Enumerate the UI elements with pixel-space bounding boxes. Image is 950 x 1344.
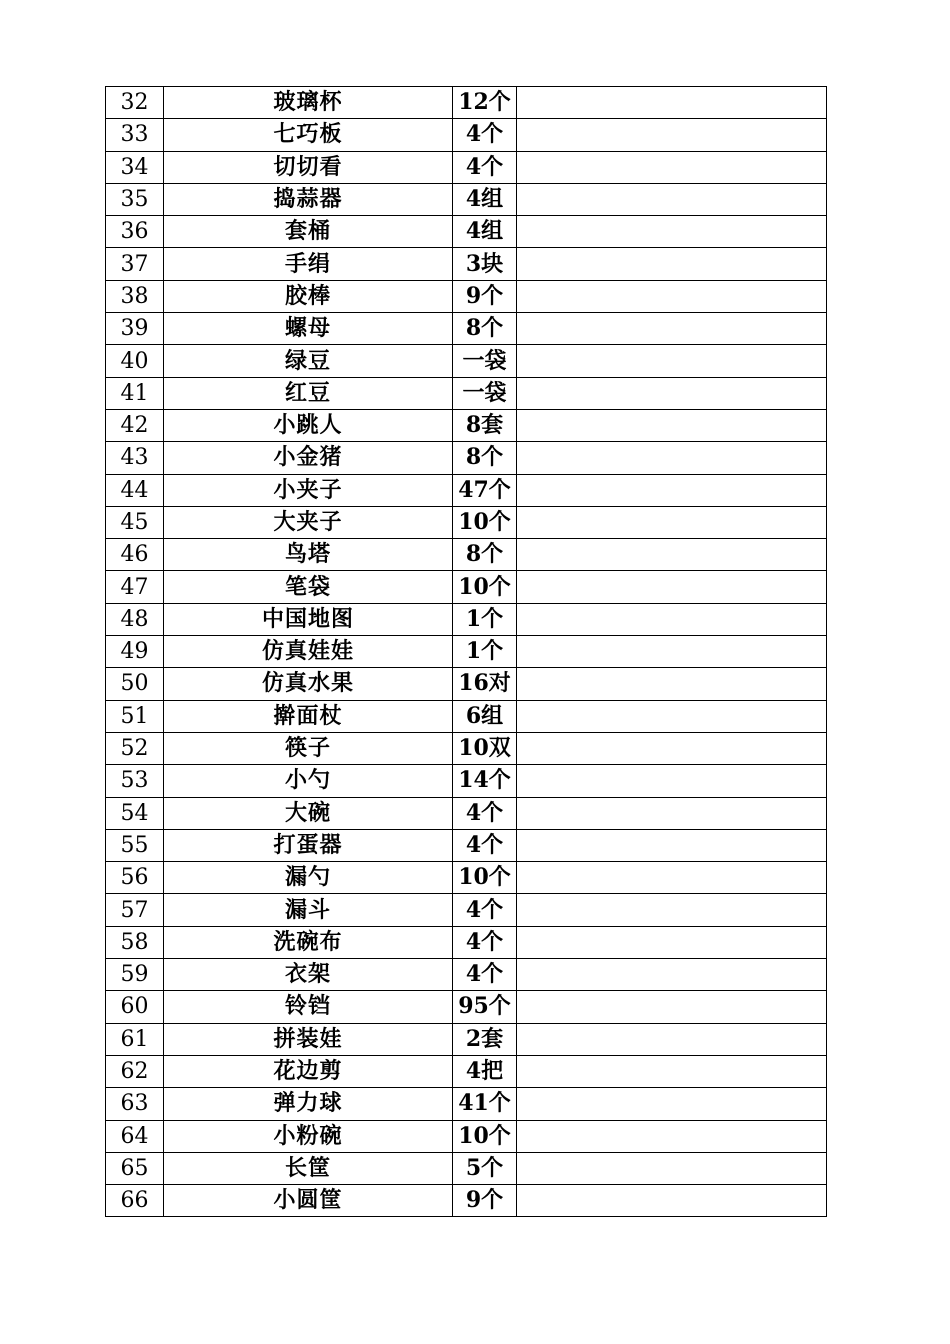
item-number-cell: 34 xyxy=(106,151,164,183)
item-quantity-cell: 10个 xyxy=(453,1120,517,1152)
item-note-cell xyxy=(517,409,827,441)
item-name-cell: 弹力球 xyxy=(164,1088,453,1120)
item-number-cell: 58 xyxy=(106,926,164,958)
table-row xyxy=(106,829,827,861)
item-number-cell: 33 xyxy=(106,119,164,151)
item-number-cell: 49 xyxy=(106,636,164,668)
item-quantity-cell: 8个 xyxy=(453,313,517,345)
item-note-cell xyxy=(517,765,827,797)
item-name-cell: 切切看 xyxy=(164,151,453,183)
item-number-cell: 43 xyxy=(106,442,164,474)
item-number-cell: 48 xyxy=(106,603,164,635)
item-name-cell: 打蛋器 xyxy=(164,829,453,861)
item-number-cell: 59 xyxy=(106,959,164,991)
table-row xyxy=(106,377,827,409)
table-row xyxy=(106,1023,827,1055)
item-quantity-cell: 47个 xyxy=(453,474,517,506)
item-note-cell xyxy=(517,894,827,926)
item-quantity-cell: 10个 xyxy=(453,506,517,538)
item-quantity-cell: 10个 xyxy=(453,571,517,603)
table-row xyxy=(106,1055,827,1087)
table-row xyxy=(106,894,827,926)
item-note-cell xyxy=(517,442,827,474)
item-number-cell: 32 xyxy=(106,87,164,119)
item-number-cell: 44 xyxy=(106,474,164,506)
table-row xyxy=(106,280,827,312)
item-number-cell: 63 xyxy=(106,1088,164,1120)
item-quantity-cell: 5个 xyxy=(453,1152,517,1184)
item-name-cell: 仿真娃娃 xyxy=(164,636,453,668)
item-number-cell: 52 xyxy=(106,732,164,764)
item-number-cell: 47 xyxy=(106,571,164,603)
item-number-cell: 51 xyxy=(106,700,164,732)
item-quantity-cell: 4个 xyxy=(453,894,517,926)
inventory-table-body xyxy=(106,87,827,1217)
item-name-cell: 长筐 xyxy=(164,1152,453,1184)
item-note-cell xyxy=(517,539,827,571)
item-name-cell: 玻璃杯 xyxy=(164,87,453,119)
item-note-cell xyxy=(517,1023,827,1055)
item-name-cell: 小跳人 xyxy=(164,409,453,441)
item-note-cell xyxy=(517,377,827,409)
item-name-cell: 小勺 xyxy=(164,765,453,797)
item-name-cell: 捣蒜器 xyxy=(164,183,453,215)
item-name-cell: 筷子 xyxy=(164,732,453,764)
item-number-cell: 62 xyxy=(106,1055,164,1087)
item-note-cell xyxy=(517,991,827,1023)
table-row xyxy=(106,636,827,668)
table-row xyxy=(106,442,827,474)
item-note-cell xyxy=(517,216,827,248)
table-row xyxy=(106,797,827,829)
item-note-cell xyxy=(517,732,827,764)
item-number-cell: 39 xyxy=(106,313,164,345)
item-quantity-cell: 4个 xyxy=(453,926,517,958)
table-row xyxy=(106,119,827,151)
table-row xyxy=(106,700,827,732)
item-note-cell xyxy=(517,1152,827,1184)
item-note-cell xyxy=(517,1185,827,1217)
item-name-cell: 漏勺 xyxy=(164,862,453,894)
item-quantity-cell: 6组 xyxy=(453,700,517,732)
item-name-cell: 鸟塔 xyxy=(164,539,453,571)
item-quantity-cell: 12个 xyxy=(453,87,517,119)
item-note-cell xyxy=(517,1120,827,1152)
table-row xyxy=(106,991,827,1023)
item-quantity-cell: 9个 xyxy=(453,1185,517,1217)
item-note-cell xyxy=(517,248,827,280)
item-quantity-cell: 14个 xyxy=(453,765,517,797)
item-quantity-cell: 9个 xyxy=(453,280,517,312)
item-number-cell: 61 xyxy=(106,1023,164,1055)
table-row xyxy=(106,926,827,958)
item-note-cell xyxy=(517,571,827,603)
item-quantity-cell: 4组 xyxy=(453,216,517,248)
item-quantity-cell: 4个 xyxy=(453,119,517,151)
item-note-cell xyxy=(517,474,827,506)
item-name-cell: 绿豆 xyxy=(164,345,453,377)
table-row xyxy=(106,216,827,248)
table-row xyxy=(106,1120,827,1152)
item-note-cell xyxy=(517,959,827,991)
item-name-cell: 小圆筐 xyxy=(164,1185,453,1217)
item-number-cell: 64 xyxy=(106,1120,164,1152)
table-row xyxy=(106,409,827,441)
item-quantity-cell: 一袋 xyxy=(453,377,517,409)
item-note-cell xyxy=(517,87,827,119)
item-name-cell: 红豆 xyxy=(164,377,453,409)
item-note-cell xyxy=(517,345,827,377)
table-row xyxy=(106,959,827,991)
item-name-cell: 螺母 xyxy=(164,313,453,345)
item-name-cell: 小夹子 xyxy=(164,474,453,506)
item-name-cell: 拼装娃 xyxy=(164,1023,453,1055)
table-row xyxy=(106,571,827,603)
item-note-cell xyxy=(517,119,827,151)
item-name-cell: 手绢 xyxy=(164,248,453,280)
item-number-cell: 56 xyxy=(106,862,164,894)
table-row xyxy=(106,862,827,894)
item-name-cell: 大夹子 xyxy=(164,506,453,538)
item-quantity-cell: 4个 xyxy=(453,959,517,991)
item-quantity-cell: 2套 xyxy=(453,1023,517,1055)
item-note-cell xyxy=(517,862,827,894)
item-name-cell: 花边剪 xyxy=(164,1055,453,1087)
item-quantity-cell: 41个 xyxy=(453,1088,517,1120)
item-quantity-cell: 16对 xyxy=(453,668,517,700)
item-note-cell xyxy=(517,797,827,829)
item-note-cell xyxy=(517,1088,827,1120)
item-note-cell xyxy=(517,313,827,345)
item-name-cell: 套桶 xyxy=(164,216,453,248)
item-note-cell xyxy=(517,926,827,958)
item-number-cell: 40 xyxy=(106,345,164,377)
table-row xyxy=(106,1185,827,1217)
item-name-cell: 漏斗 xyxy=(164,894,453,926)
item-quantity-cell: 95个 xyxy=(453,991,517,1023)
item-number-cell: 54 xyxy=(106,797,164,829)
item-number-cell: 55 xyxy=(106,829,164,861)
table-row xyxy=(106,506,827,538)
item-name-cell: 大碗 xyxy=(164,797,453,829)
item-number-cell: 42 xyxy=(106,409,164,441)
item-number-cell: 50 xyxy=(106,668,164,700)
item-quantity-cell: 4把 xyxy=(453,1055,517,1087)
item-name-cell: 胶棒 xyxy=(164,280,453,312)
table-row xyxy=(106,765,827,797)
item-number-cell: 66 xyxy=(106,1185,164,1217)
item-quantity-cell: 4个 xyxy=(453,797,517,829)
item-number-cell: 38 xyxy=(106,280,164,312)
item-quantity-cell: 10双 xyxy=(453,732,517,764)
item-name-cell: 笔袋 xyxy=(164,571,453,603)
item-note-cell xyxy=(517,603,827,635)
item-quantity-cell: 1个 xyxy=(453,636,517,668)
item-note-cell xyxy=(517,183,827,215)
item-number-cell: 35 xyxy=(106,183,164,215)
item-name-cell: 小粉碗 xyxy=(164,1120,453,1152)
item-number-cell: 60 xyxy=(106,991,164,1023)
item-quantity-cell: 4个 xyxy=(453,829,517,861)
item-quantity-cell: 4个 xyxy=(453,151,517,183)
table-row xyxy=(106,313,827,345)
item-name-cell: 洗碗布 xyxy=(164,926,453,958)
item-number-cell: 37 xyxy=(106,248,164,280)
table-row xyxy=(106,345,827,377)
item-number-cell: 45 xyxy=(106,506,164,538)
table-row xyxy=(106,603,827,635)
table-row xyxy=(106,732,827,764)
item-name-cell: 小金猪 xyxy=(164,442,453,474)
item-quantity-cell: 1个 xyxy=(453,603,517,635)
table-row xyxy=(106,1088,827,1120)
item-name-cell: 仿真水果 xyxy=(164,668,453,700)
item-note-cell xyxy=(517,668,827,700)
item-number-cell: 46 xyxy=(106,539,164,571)
item-quantity-cell: 10个 xyxy=(453,862,517,894)
item-quantity-cell: 8个 xyxy=(453,539,517,571)
item-number-cell: 41 xyxy=(106,377,164,409)
item-quantity-cell: 3块 xyxy=(453,248,517,280)
table-row xyxy=(106,248,827,280)
table-row xyxy=(106,1152,827,1184)
item-number-cell: 65 xyxy=(106,1152,164,1184)
table-row xyxy=(106,668,827,700)
item-number-cell: 57 xyxy=(106,894,164,926)
item-quantity-cell: 8套 xyxy=(453,409,517,441)
item-note-cell xyxy=(517,829,827,861)
table-row xyxy=(106,474,827,506)
item-note-cell xyxy=(517,151,827,183)
item-note-cell xyxy=(517,506,827,538)
item-note-cell xyxy=(517,280,827,312)
item-name-cell: 衣架 xyxy=(164,959,453,991)
item-quantity-cell: 一袋 xyxy=(453,345,517,377)
item-name-cell: 七巧板 xyxy=(164,119,453,151)
item-number-cell: 53 xyxy=(106,765,164,797)
item-name-cell: 中国地图 xyxy=(164,603,453,635)
item-name-cell: 铃铛 xyxy=(164,991,453,1023)
table-row xyxy=(106,87,827,119)
item-note-cell xyxy=(517,1055,827,1087)
table-row xyxy=(106,183,827,215)
table-row xyxy=(106,151,827,183)
item-note-cell xyxy=(517,636,827,668)
item-quantity-cell: 8个 xyxy=(453,442,517,474)
item-name-cell: 擀面杖 xyxy=(164,700,453,732)
inventory-table xyxy=(105,86,827,1217)
item-quantity-cell: 4组 xyxy=(453,183,517,215)
table-row xyxy=(106,539,827,571)
item-number-cell: 36 xyxy=(106,216,164,248)
item-note-cell xyxy=(517,700,827,732)
